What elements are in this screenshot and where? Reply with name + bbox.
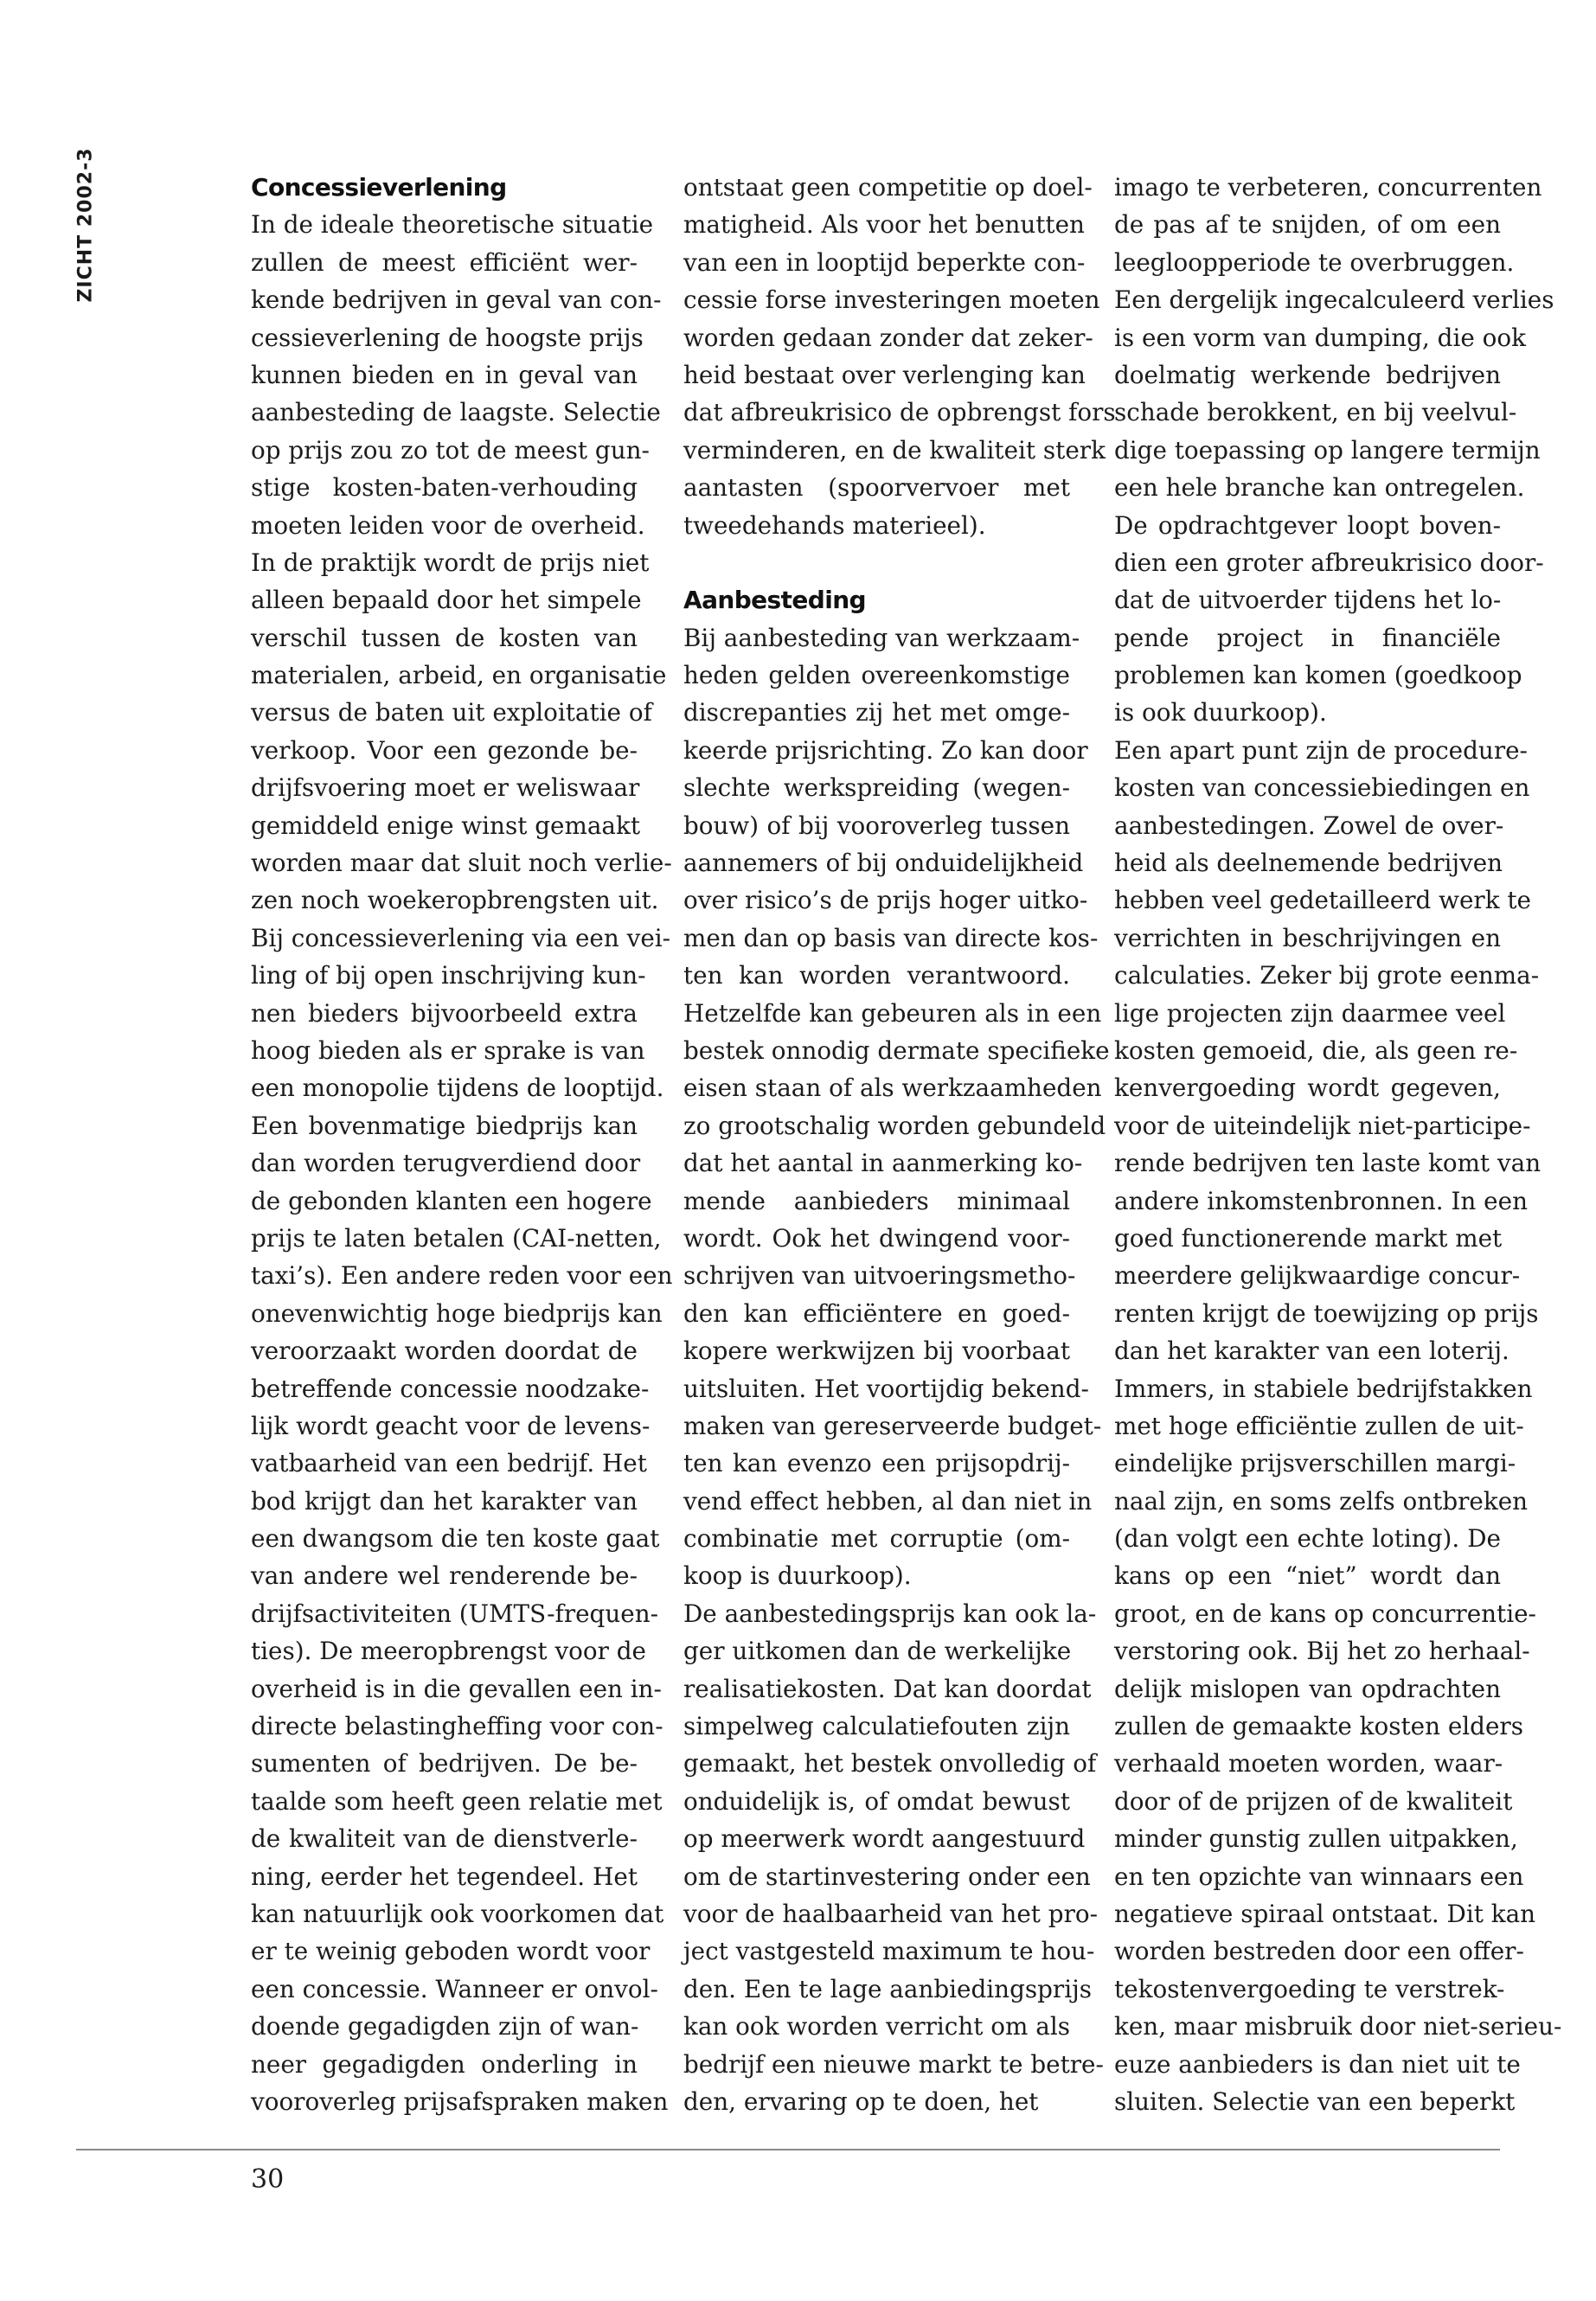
text-line: andere inkomstenbronnen. In een: [1114, 1186, 1528, 1215]
text-line: kosten gemoeid, die, als geen re-: [1114, 1035, 1518, 1065]
text-line: den kan efficiëntere en goed-: [683, 1298, 1070, 1328]
text-line: veroorzaakt worden doordat de: [251, 1336, 638, 1366]
text-line: zullen de gemaakte kosten elders: [1114, 1712, 1523, 1741]
text-line: worden gedaan zonder dat zeker-: [683, 323, 1093, 352]
text-line: negatieve spiraal ontstaat. Dit kan: [1114, 1899, 1536, 1928]
text-line: dige toepassing op langere termijn: [1114, 435, 1541, 465]
text-line: koop is duurkoop).: [683, 1561, 912, 1591]
text-line: kende bedrijven in geval van con-: [251, 285, 662, 315]
text-line: Een dergelijk ingecalculeerd verlies: [1114, 285, 1554, 315]
text-line: kunnen bieden en in geval van: [251, 360, 638, 389]
text-line: De opdrachtgever loopt boven-: [1114, 510, 1501, 540]
text-line: op prijs zou zo tot de meest gun-: [251, 435, 650, 465]
running-header: [73, 147, 99, 303]
text-line: maken van gereserveerde budget-: [683, 1411, 1102, 1440]
text-line: moeten leiden voor de overheid.: [251, 510, 645, 540]
text-line: pende project in financiële: [1114, 623, 1501, 652]
text-line: een dwangsom die ten koste gaat: [251, 1524, 660, 1554]
text-line: vatbaarheid van een bedrijf. Het: [251, 1449, 647, 1478]
text-line: Immers, in stabiele bedrijfstakken: [1114, 1374, 1533, 1403]
text-line: gemiddeld enige winst gemaakt: [251, 811, 640, 840]
text-line: drijfsactiviteiten (UMTS-frequen-: [251, 1599, 658, 1628]
text-line: overheid is in die gevallen een in-: [251, 1674, 662, 1703]
text-line: eisen staan of als werkzaamheden: [683, 1074, 1102, 1103]
text-line: verrichten in beschrijvingen en: [1114, 923, 1501, 952]
text-line: doende gegadigden zijn of wan-: [251, 2012, 639, 2041]
text-line: door of de prijzen of de kwaliteit: [1114, 1786, 1513, 1816]
section-heading-concessieverlening: Concessieverlening: [251, 173, 507, 202]
text-line: Hetzelfde kan gebeuren als in een: [683, 998, 1102, 1028]
text-line: schade berokkent, en bij veelvul-: [1114, 398, 1517, 427]
text-line: uitsluiten. Het voortijdig bekend-: [683, 1374, 1089, 1403]
text-line: kan natuurlijk ook voorkomen dat: [251, 1899, 664, 1928]
text-line: ten kan worden verantwoord.: [683, 961, 1070, 990]
text-line: naal zijn, en soms zelfs ontbreken: [1114, 1486, 1529, 1516]
text-line: ontstaat geen competitie op doel-: [683, 173, 1093, 202]
text-line: schrijven van uitvoeringsmetho-: [683, 1261, 1076, 1291]
text-line: problemen kan komen (goedkoop: [1114, 661, 1522, 690]
text-line: verstoring ook. Bij het zo herhaal-: [1114, 1637, 1530, 1666]
text-line: onevenwichtig hoge biedprijs kan: [251, 1298, 663, 1328]
column-1-body: [251, 206, 673, 2120]
text-line: een monopolie tijdens de looptijd.: [251, 1074, 664, 1103]
text-line: vend effect hebben, al dan niet in: [683, 1486, 1093, 1516]
text-line: aantasten (spoorvervoer met: [683, 473, 1070, 503]
text-line: heden gelden overeenkomstige: [683, 661, 1070, 690]
text-line: tweedehands materieel).: [683, 510, 986, 540]
text-line: om de startinvestering onder een: [683, 1862, 1091, 1891]
text-line: ten kan evenzo een prijsopdrij-: [683, 1449, 1070, 1478]
text-line: worden maar dat sluit noch verlie-: [251, 849, 672, 878]
text-line: cessie forse investeringen moeten: [683, 285, 1100, 315]
text-line: dan worden terugverdiend door: [251, 1149, 641, 1178]
text-line: met hoge efficiëntie zullen de uit-: [1114, 1411, 1524, 1440]
text-line: discrepanties zij het met omge-: [683, 698, 1070, 727]
text-line: verkoop. Voor een gezonde be-: [251, 735, 638, 765]
page-number: 30: [251, 2164, 285, 2195]
text-line: een hele branche kan ontregelen.: [1114, 473, 1525, 503]
column-3: [1114, 169, 1562, 2120]
text-line: op meerwerk wordt aangestuurd: [683, 1824, 1086, 1854]
text-line: groot, en de kans op concurrentie-: [1114, 1599, 1536, 1628]
text-line: zullen de meest efficiënt wer-: [251, 247, 638, 277]
text-line: drijfsvoering moet er weliswaar: [251, 773, 640, 803]
text-line: hebben veel gedetailleerd werk te: [1114, 886, 1532, 915]
text-line: over risico’s de prijs hoger uitko-: [683, 886, 1088, 915]
text-line: dien een groter afbreukrisico door-: [1114, 548, 1544, 577]
text-line: bod krijgt dan het karakter van: [251, 1486, 638, 1516]
text-line: van een in looptijd beperkte con-: [683, 247, 1086, 277]
text-line: vooroverleg prijsafspraken maken: [251, 2086, 669, 2116]
text-line: voor de haalbaarheid van het pro-: [683, 1899, 1098, 1928]
section-spacer: [683, 544, 1070, 581]
text-line: calculaties. Zeker bij grote eenma-: [1114, 961, 1540, 990]
text-line: sumenten of bedrijven. De be-: [251, 1749, 638, 1779]
text-line: de pas af te snijden, of om een: [1114, 210, 1501, 240]
text-line: doelmatig werkende bedrijven: [1114, 360, 1501, 389]
text-line: verminderen, en de kwaliteit sterk: [683, 435, 1106, 465]
text-line: er te weinig geboden wordt voor: [251, 1937, 651, 1966]
text-line: lige projecten zijn daarmee veel: [1114, 998, 1506, 1028]
text-line: ject vastgesteld maximum te hou-: [683, 1937, 1095, 1966]
text-line: Een apart punt zijn de procedure-: [1114, 735, 1528, 765]
text-line: gemaakt, het bestek onvolledig of: [683, 1749, 1097, 1779]
text-line: prijs te laten betalen (CAI-netten,: [251, 1223, 662, 1253]
text-line: ger uitkomen dan de werkelijke: [683, 1637, 1072, 1666]
text-line: imago te verbeteren, concurrenten: [1114, 173, 1542, 202]
text-line: kosten van concessiebiedingen en: [1114, 773, 1530, 803]
text-line: aanbestedingen. Zowel de over-: [1114, 811, 1504, 840]
text-line: nen bieders bijvoorbeeld extra: [251, 998, 638, 1028]
text-line: slechte werkspreiding (wegen-: [683, 773, 1070, 803]
text-line: hoog bieden als er sprake is van: [251, 1035, 645, 1065]
text-line: aanbesteding de laagste. Selectie: [251, 398, 661, 427]
text-line: In de praktijk wordt de prijs niet: [251, 548, 650, 577]
text-line: dat de uitvoerder tijdens het lo-: [1114, 586, 1502, 615]
text-line: Bij concessieverlening via een vei-: [251, 923, 671, 952]
text-line: is een vorm van dumping, die ook: [1114, 323, 1526, 352]
column-2-body-top: [683, 169, 1116, 544]
text-line: bouw) of bij vooroverleg tussen: [683, 811, 1070, 840]
text-line: betreffende concessie noodzake-: [251, 1374, 650, 1403]
text-line: stige kosten-baten-verhouding: [251, 473, 638, 503]
text-line: heid bestaat over verlenging kan: [683, 360, 1086, 389]
text-line: goed functionerende markt met: [1114, 1223, 1503, 1253]
text-line: rende bedrijven ten laste komt van: [1114, 1149, 1542, 1178]
text-line: aannemers of bij onduidelijkheid: [683, 849, 1084, 878]
footer-rule: [76, 2149, 1500, 2150]
text-line: ling of bij open inschrijving kun-: [251, 961, 646, 990]
column-3-body: [1114, 169, 1562, 2120]
text-line: versus de baten uit exploitatie of: [251, 698, 652, 727]
text-line: wordt. Ook het dwingend voor-: [683, 1223, 1070, 1253]
text-line: euze aanbieders is dan niet uit te: [1114, 2049, 1521, 2079]
text-line: kenvergoeding wordt gegeven,: [1114, 1074, 1501, 1103]
text-line: van andere wel renderende be-: [251, 1561, 638, 1591]
text-line: tekostenvergoeding te verstrek-: [1114, 1974, 1505, 2003]
text-line: In de ideale theoretische situatie: [251, 210, 654, 240]
text-line: ken, maar misbruik door niet-serieu-: [1114, 2012, 1562, 2041]
text-line: meerdere gelijkwaardige concur-: [1114, 1261, 1521, 1291]
text-line: men dan op basis van directe kos-: [683, 923, 1099, 952]
text-line: realisatiekosten. Dat kan doordat: [683, 1674, 1092, 1703]
text-line: Bij aanbesteding van werkzaam-: [683, 623, 1080, 652]
text-line: combinatie met corruptie (om-: [683, 1524, 1070, 1554]
text-line: lijk wordt geacht voor de levens-: [251, 1411, 651, 1440]
text-line: delijk mislopen van opdrachten: [1114, 1674, 1501, 1703]
text-line: renten krijgt de toewijzing op prijs: [1114, 1298, 1539, 1328]
text-line: cessieverlening de hoogste prijs: [251, 323, 644, 352]
text-line: (dan volgt een echte loting). De: [1114, 1524, 1501, 1554]
text-line: zo grootschalig worden gebundeld: [683, 1111, 1106, 1140]
text-line: matigheid. Als voor het benutten: [683, 210, 1085, 240]
text-line: simpelweg calculatiefouten zijn: [683, 1712, 1070, 1741]
text-line: bedrijf een nieuwe markt te betre-: [683, 2049, 1104, 2079]
text-line: taxi’s). Een andere reden voor een: [251, 1261, 673, 1291]
text-line: Een bovenmatige biedprijs kan: [251, 1111, 638, 1140]
text-line: ties). De meeropbrengst voor de: [251, 1637, 646, 1666]
column-1: [251, 169, 673, 2120]
text-line: en ten opzichte van winnaars een: [1114, 1862, 1524, 1891]
text-line: kans op een “niet” wordt dan: [1114, 1561, 1501, 1591]
text-line: zen noch woekeropbrengsten uit.: [251, 886, 659, 915]
section-heading-aanbesteding: Aanbesteding: [683, 586, 866, 615]
text-line: onduidelijk is, of omdat bewust: [683, 1786, 1070, 1816]
text-line: den, ervaring op te doen, het: [683, 2086, 1039, 2116]
text-line: kan ook worden verricht om als: [683, 2012, 1070, 2041]
text-line: bestek onnodig dermate specifieke: [683, 1035, 1110, 1065]
text-line: De aanbestedingsprijs kan ook la-: [683, 1599, 1097, 1628]
text-line: kopere werkwijzen bij voorbaat: [683, 1336, 1070, 1366]
text-line: materialen, arbeid, en organisatie: [251, 661, 667, 690]
text-line: voor de uiteindelijk niet-participe-: [1114, 1111, 1531, 1140]
text-line: verschil tussen de kosten van: [251, 623, 638, 652]
text-line: den. Een te lage aanbiedingsprijs: [683, 1974, 1092, 2003]
text-line: leegloopperiode te overbruggen.: [1114, 247, 1515, 277]
text-line: de kwaliteit van de dienstverle-: [251, 1824, 638, 1854]
text-line: alleen bepaald door het simpele: [251, 586, 642, 615]
text-line: mende aanbieders minimaal: [683, 1186, 1070, 1215]
text-line: ning, eerder het tegendeel. Het: [251, 1862, 638, 1891]
text-line: dat het aantal in aanmerking ko-: [683, 1149, 1083, 1178]
text-line: taalde som heeft geen relatie met: [251, 1786, 663, 1816]
text-line: sluiten. Selectie van een beperkt: [1114, 2086, 1516, 2116]
text-line: is ook duurkoop).: [1114, 698, 1327, 727]
text-line: minder gunstig zullen uitpakken,: [1114, 1824, 1518, 1854]
text-line: de gebonden klanten een hogere: [251, 1186, 652, 1215]
journal-issue-label: ZICHT 2002-3: [74, 147, 97, 303]
text-line: dan het karakter van een loterij.: [1114, 1336, 1509, 1366]
column-2: [683, 169, 1116, 2120]
text-line: keerde prijsrichting. Zo kan door: [683, 735, 1088, 765]
column-2-body: [683, 619, 1110, 2121]
text-line: een concessie. Wanneer er onvol-: [251, 1974, 658, 2003]
text-line: worden bestreden door een offer-: [1114, 1937, 1524, 1966]
text-line: eindelijke prijsverschillen margi-: [1114, 1449, 1516, 1478]
text-line: dat afbreukrisico de opbrengst fors: [683, 398, 1116, 427]
text-line: heid als deelnemende bedrijven: [1114, 849, 1503, 878]
text-line: directe belastingheffing voor con-: [251, 1712, 663, 1741]
text-line: verhaald moeten worden, waar-: [1114, 1749, 1503, 1779]
text-line: neer gegadigden onderling in: [251, 2049, 638, 2079]
